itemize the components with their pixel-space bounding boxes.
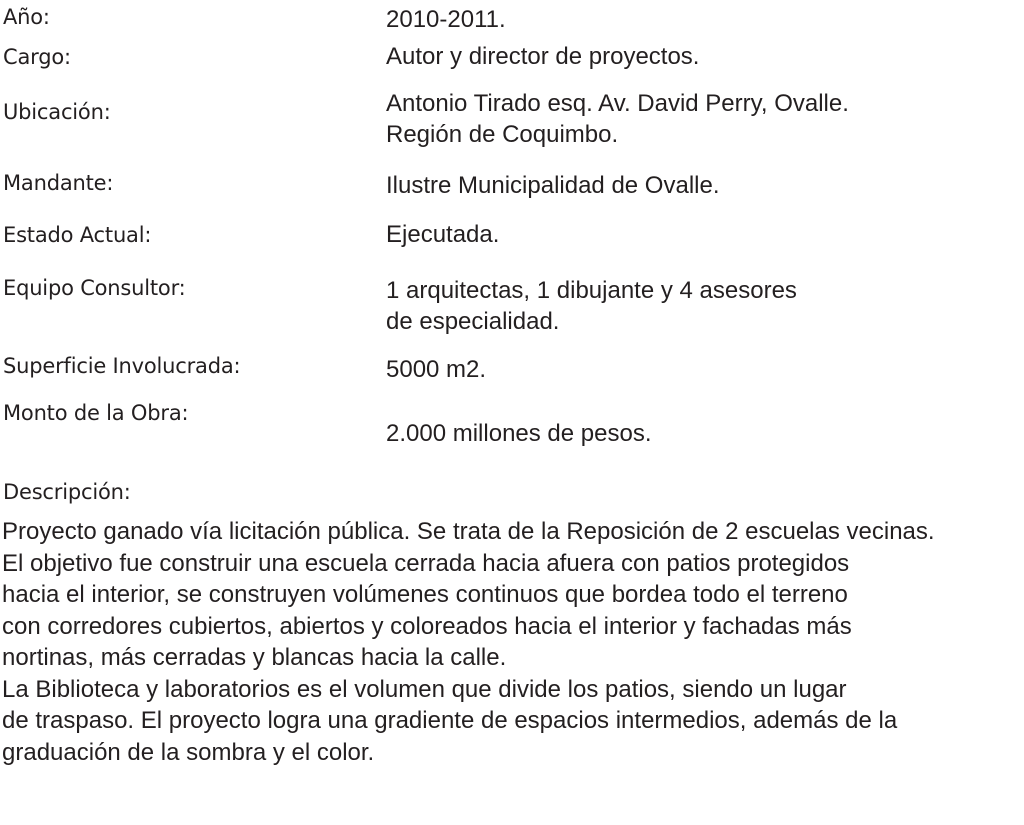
equipo-value-line-2: de especialidad. bbox=[386, 308, 560, 335]
ubicacion-label: Ubicación: bbox=[3, 100, 111, 124]
descripcion-line: Proyecto ganado vía licitación pública. Se trata de la Reposición de 2 escuelas vecinas. bbox=[2, 518, 935, 545]
descripcion-line: graduación de la sombra y el color. bbox=[2, 738, 375, 766]
mandante-value: Ilustre Municipalidad de Ovalle. bbox=[386, 172, 720, 199]
ubicacion-value-line-1: Antonio Tirado esq. Av. David Perry, Ovalle. bbox=[386, 90, 849, 117]
equipo-value bbox=[386, 275, 797, 337]
estado-value: Ejecutada. bbox=[386, 221, 500, 248]
descripcion-text bbox=[2, 516, 1020, 768]
monto-label: Monto de la Obra: bbox=[3, 401, 189, 425]
descripcion-line: con corredores cubiertos, abiertos y coloreados hacia el interior y fachadas más bbox=[2, 612, 852, 640]
monto-value: 2.000 millones de pesos. bbox=[386, 420, 652, 447]
descripcion-line: El objetivo fue construir una escuela cerrada hacia afuera con patios protegidos bbox=[2, 549, 850, 577]
descripcion-line: hacia el interior, se construyen volúmenes continuos que bordea todo el terreno bbox=[2, 581, 848, 608]
superficie-value: 5000 m2. bbox=[386, 356, 487, 383]
equipo-value-line-1: 1 arquitectas, 1 dibujante y 4 asesores bbox=[386, 277, 797, 304]
descripcion-label: Descripción: bbox=[3, 480, 131, 504]
ubicacion-value bbox=[386, 88, 849, 150]
descripcion-line: de traspaso. El proyecto logra una gradiente de espacios intermedios, además de la bbox=[2, 707, 898, 734]
cargo-value: Autor y director de proyectos. bbox=[386, 43, 700, 70]
mandante-label: Mandante: bbox=[3, 171, 114, 195]
cargo-label: Cargo: bbox=[3, 45, 71, 69]
estado-label: Estado Actual: bbox=[3, 223, 152, 247]
descripcion-line: nortinas, más cerradas y blancas hacia la calle. bbox=[2, 644, 507, 671]
anio-value: 2010-2011. bbox=[386, 6, 506, 33]
descripcion-line: La Biblioteca y laboratorios es el volumen que divide los patios, siendo un lugar bbox=[2, 675, 847, 703]
ubicacion-value-line-2: Región de Coquimbo. bbox=[386, 121, 619, 148]
equipo-label: Equipo Consultor: bbox=[3, 276, 186, 300]
superficie-label: Superficie Involucrada: bbox=[3, 354, 241, 378]
anio-label: Año: bbox=[3, 5, 50, 29]
